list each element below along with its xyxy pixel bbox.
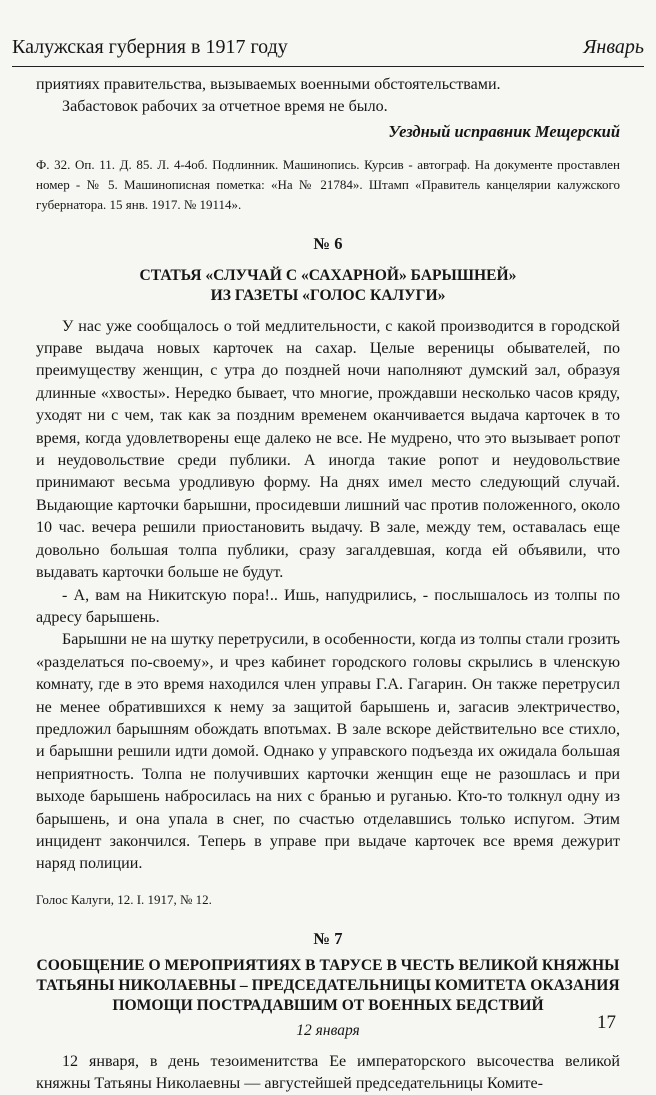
header-month: Январь bbox=[583, 36, 644, 58]
page-number: 17 bbox=[597, 1012, 616, 1033]
doc6-title-line-1: СТАТЬЯ «СЛУЧАЙ С «САХАРНОЙ» БАРЫШНЕЙ» bbox=[139, 266, 517, 284]
doc6-paragraph-2: - А, вам на Никитскую пора!.. Ишь, напудрились, - послышалось из толпы по адресу барышень. bbox=[36, 586, 620, 626]
doc5-archival-source: Ф. 32. Оп. 11. Д. 85. Л. 4-4об. Подлинник. Машинопись. Курсив - автограф. На документе проставлен номер - № 5. Машинописная пометка: «На № 21784». Штамп «Правитель канцелярии калужского губернатора. 15 янв. 1917. № 19114». bbox=[36, 157, 620, 213]
doc6-source: Голос Калуги, 12. I. 1917, № 12. bbox=[36, 891, 212, 907]
doc6-paragraph-1: У нас уже сообщалось о той медлительности, с какой производится в городской управе выдача новых карточек на сахар. Целые вереницы обывателей, по преимуществу женщин, с утра до поздней ночи наполняют думский зал, образуя длинные «хвосты». Нередко бывает, что многие, прождавши несколько часов кряду, уходят ни с чем, так как за поздним временем оканчивается выдача карточек в то время, когда удовлетворены еще далеко не все. Не мудрено, что это вызывает ропот и неудовольствие среди публики. А иногда такие ропот и неудовольствие принимают весьма уродливую форму. На днях имел место следующий случай. Выдающие карточки барышни, просидевши лишний час против положенного, около 10 час. вечера решили приостановить выдачу. В зале, между тем, оставалась еще довольно большая толпа публики, сразу загалдевшая, когда ей объявили, что выдавать карточки больше не будут. bbox=[36, 317, 620, 582]
header-title: Калужская губерния в 1917 году bbox=[12, 36, 288, 58]
page-content bbox=[36, 74, 620, 1095]
doc5-paragraph-2: Забастовок рабочих за отчетное время не было. bbox=[62, 98, 388, 116]
doc6-paragraph-3: Барышни не на шутку перетрусили, в особенности, когда из толпы стали грозить «разделаться по-своему», и чрез кабинет городского головы скрылись в членскую комнату, где в это время находился член управы Г.А. Гагарин. Он также перетрусил не менее обратившихся к нему за защитой барышень и, загасив электричество, предложил барышням обождать впотьмах. В зале вскоре действительно все стихло, и барышни решили идти домой. Однако у управского подъезда их ожидала большая неприятность. Толпа не получивших карточки женщин еще не разошлась и при выходе барышень набросилась на них с бранью и руганью. Кто-то толкнул одну из барышень, и она упала в снег, по счастью отделавшись только испугом. Этим инцидент закончился. Теперь в управе при выдаче карточек все время дежурит наряд полиции. bbox=[36, 631, 620, 873]
doc7-date: 12 января bbox=[296, 1022, 360, 1040]
doc6-title-line-2: ИЗ ГАЗЕТЫ «ГОЛОС КАЛУГИ» bbox=[210, 286, 446, 304]
doc6-number: № 6 bbox=[313, 234, 343, 254]
doc6-title bbox=[36, 266, 620, 306]
doc7-paragraph-1: 12 января, в день тезоименитства Ее императорского высочества великой княжны Татьяны Николаевны — августейшей председательницы Комите- bbox=[36, 1052, 620, 1092]
doc7-title-line-3: ПОМОЩИ ПОСТРАДАВШИМ ОТ ВОЕННЫХ БЕДСТВИЙ bbox=[112, 997, 544, 1015]
doc7-title-line-2: ТАТЬЯНЫ НИКОЛАЕВНЫ – ПРЕДСЕДАТЕЛЬНИЦЫ КОМИТЕТА ОКАЗАНИЯ bbox=[36, 977, 620, 995]
doc7-title-line-1: СООБЩЕНИЕ О МЕРОПРИЯТИЯХ В ТАРУСЕ В ЧЕСТЬ ВЕЛИКОЙ КНЯЖНЫ bbox=[36, 957, 620, 975]
running-header bbox=[12, 30, 644, 67]
doc7-number: № 7 bbox=[313, 928, 343, 948]
doc5-paragraph-1: приятиях правительства, вызываемых военными обстоятельствами. bbox=[36, 76, 501, 93]
doc7-title bbox=[36, 956, 620, 1016]
doc5-signature: Уездный исправник Мещерский bbox=[388, 121, 620, 141]
